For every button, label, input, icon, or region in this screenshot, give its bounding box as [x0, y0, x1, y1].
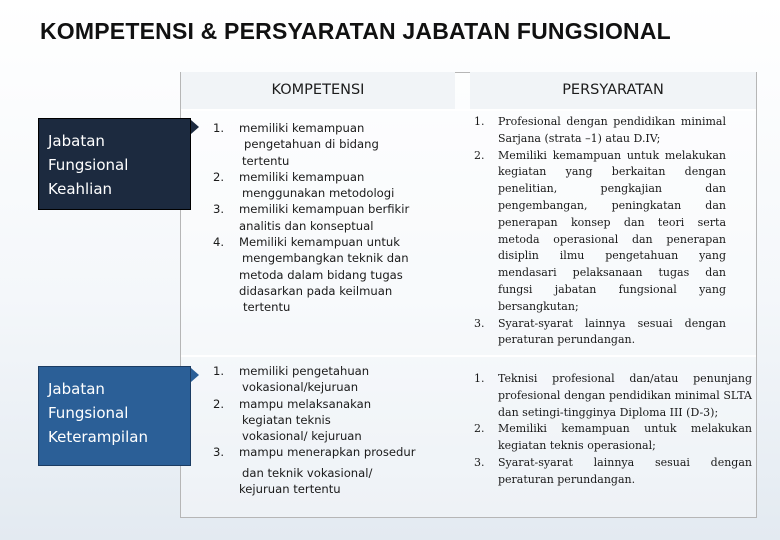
- item-number: 1.: [213, 364, 225, 378]
- jabatan-label-line: Keterampilan: [48, 428, 148, 446]
- header-persyaratan: PERSYARATAN: [470, 72, 756, 109]
- list-item: [213, 120, 458, 169]
- item-number: 2.: [474, 422, 485, 436]
- list-item: [213, 201, 458, 234]
- box-pointer: [191, 120, 199, 134]
- jabatan-label-line: Fungsional: [48, 404, 129, 422]
- item-text: analitis dan konseptual: [239, 218, 374, 233]
- jabatan-label-line: Fungsional: [48, 156, 129, 174]
- persyaratan-list-keterampilan: [474, 371, 752, 489]
- item-text: vokasional/kejuruan: [242, 380, 359, 395]
- item-text: menggunakan metodologi: [242, 186, 395, 201]
- list-item: [213, 396, 458, 445]
- list-item: [474, 371, 752, 421]
- item-text: Memiliki kemampuan untuk melakukan kegiatan yang berkaitan dengan penelitian, pengkajian dan pengembangan, peningkatan dan penerapan konsep dan teori serta metoda operasional dan penerapan disiplin ilmu pengetahuan yang mendasari pelaksanaan tugas dan fungsi jabatan fungsional yang bersangkutan;: [498, 148, 726, 313]
- list-item: [474, 148, 726, 316]
- item-text: pengetahuan di bidang: [244, 137, 379, 152]
- item-text: Memiliki kemampuan untuk: [239, 235, 400, 250]
- list-item: [213, 363, 458, 396]
- item-text: Memiliki kemampuan untuk melakukan kegiatan teknis operasional;: [498, 422, 752, 453]
- item-text: metoda dalam bidang tugas: [239, 267, 403, 282]
- jabatan-label-line: Keahlian: [48, 180, 113, 198]
- jabatan-keterampilan-box: [38, 366, 191, 466]
- item-text: didasarkan pada keilmuan: [239, 283, 393, 298]
- list-item: [474, 114, 726, 148]
- jabatan-keahlian-box: [38, 118, 191, 210]
- item-text: memiliki pengetahuan: [239, 364, 370, 378]
- page-title: KOMPETENSI & PERSYARATAN JABATAN FUNGSIONAL: [40, 18, 671, 44]
- item-text: Syarat-syarat lainnya sesuai dengan peraturan perundangan.: [498, 316, 726, 347]
- item-text: memiliki kemampuan: [239, 169, 365, 184]
- list-item: [213, 444, 458, 497]
- item-number: 2.: [474, 148, 485, 162]
- jabatan-label-line: Jabatan: [48, 132, 105, 150]
- header-kompetensi: KOMPETENSI: [181, 72, 455, 109]
- row-divider: [181, 109, 756, 111]
- row-divider: [181, 355, 756, 357]
- item-number: 3.: [213, 202, 225, 217]
- item-text: Profesional dengan pendidikan minimal Sarjana (strata –1) atau D.IV;: [498, 115, 726, 145]
- item-number: 1.: [474, 115, 485, 128]
- box-pointer: [191, 368, 199, 382]
- item-number: 4.: [213, 235, 225, 250]
- item-number: 3.: [474, 455, 485, 469]
- item-number: 3.: [213, 445, 225, 460]
- item-number: 1.: [474, 372, 485, 385]
- item-text: mengembangkan teknik dan: [242, 251, 409, 266]
- item-text: tertentu: [243, 300, 291, 315]
- item-number: 1.: [213, 121, 225, 135]
- item-text: Teknisi profesional dan/atau penunjang profesional dengan pendidikan minimal SLTA dan setingi-tingginya Diploma III (D-3);: [498, 372, 752, 419]
- item-text: Syarat-syarat lainnya sesuai dengan peraturan perundangan.: [498, 455, 752, 486]
- list-item: [474, 455, 752, 489]
- item-number: 3.: [474, 316, 485, 330]
- item-text: vokasional/ kejuruan: [242, 429, 362, 444]
- item-text: memiliki kemampuan berfikir: [239, 202, 410, 217]
- item-text: mampu menerapkan prosedur: [239, 445, 416, 460]
- item-number: 2.: [213, 169, 225, 184]
- item-text: kegiatan teknis: [242, 412, 331, 427]
- kompetensi-list-keahlian: [213, 120, 458, 316]
- list-item: [474, 421, 752, 455]
- item-text: tertentu: [242, 153, 290, 168]
- item-text: kejuruan tertentu: [239, 482, 341, 497]
- persyaratan-list-keahlian: [474, 114, 726, 349]
- list-item: [474, 316, 726, 350]
- kompetensi-list-keterampilan: [213, 363, 458, 497]
- list-item: [213, 169, 458, 202]
- item-text: memiliki kemampuan: [239, 121, 365, 135]
- item-text: mampu melaksanakan: [239, 396, 372, 411]
- item-number: 2.: [213, 396, 225, 411]
- item-text: dan teknik vokasional/: [242, 465, 373, 480]
- list-item: [213, 234, 458, 315]
- jabatan-label-line: Jabatan: [48, 380, 105, 398]
